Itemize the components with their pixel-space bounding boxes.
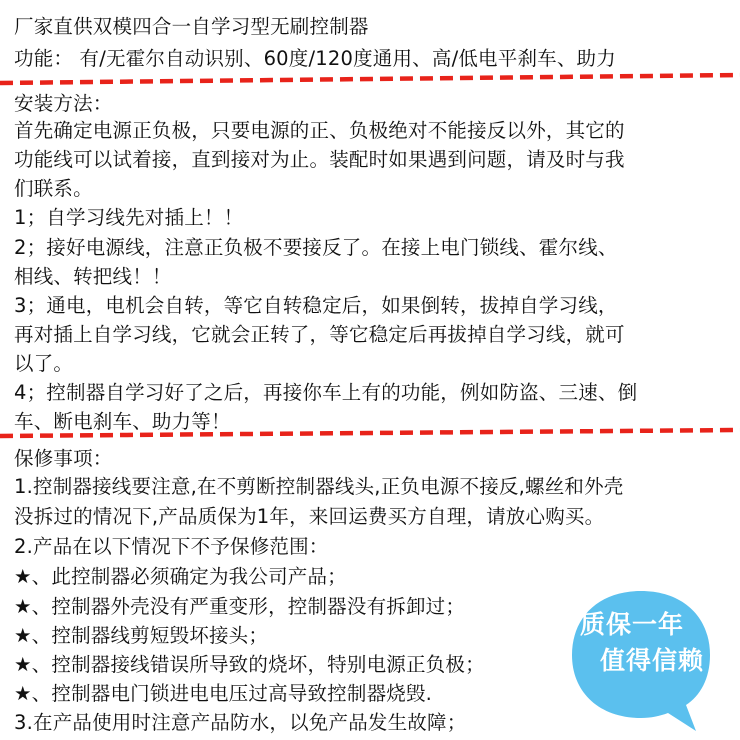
install-step-4: 4；控制器自学习好了之后，再接你车上有的功能，例如防盗、三速、倒 [14,381,638,404]
warranty-item: ★、控制器外壳没有严重变形，控制器没有拆卸过； [14,595,466,618]
features-line: 功能： 有/无霍尔自动识别、60度/120度通用、高/低电平刹车、助力 [14,47,616,70]
warranty-badge [566,585,716,735]
install-heading: 安装方法： [14,92,113,115]
install-line: 功能线可以试着接，直到接对为止。装配时如果遇到问题，请及时与我 [14,148,625,171]
install-step-2: 2；接好电源线，注意正负极不要接反了。在接上电门锁线、霍尔线、 [14,236,618,259]
install-line: 们联系。 [14,177,93,200]
install-line: 首先确定电源正负极，只要电源的正、负极绝对不能接反以外，其它的 [14,119,625,142]
warranty-heading: 保修事项： [14,447,113,470]
warranty-line: 2.产品在以下情况下不予保修范围： [14,535,329,558]
badge-line-1: 质保一年 [580,610,685,639]
badge-line-2: 值得信赖 [600,646,705,675]
warranty-item: ★、此控制器必须确定为我公司产品； [14,565,347,588]
warranty-line: 1.控制器接线要注意,在不剪断控制器线头,正负电源不接反,螺丝和外壳 [14,475,624,498]
warranty-item: ★、控制器线剪短毁坏接头； [14,624,269,647]
install-line: 以了。 [14,352,74,375]
install-step-1: 1；自学习线先对插上！！ [14,206,244,229]
warranty-item: ★、控制器电门锁进电电压过高导致控制器烧毁. [14,682,433,705]
warranty-item: ★、控制器接线错误所导致的烧坏，特别电源正负极； [14,653,485,676]
page-title: 厂家直供双模四合一自学习型无刷控制器 [14,15,369,38]
install-line: 再对插上自学习线，它就会正转了，等它稳定后再拔掉自学习线，就可 [14,323,625,346]
install-line: 车、断电刹车、助力等！ [14,410,231,433]
warranty-line: 3.在产品使用时注意产品防水，以免产品发生故障； [14,711,467,734]
install-step-3: 3；通电，电机会自转，等它自转稳定后，如果倒转，拔掉自学习线， [14,294,618,317]
warranty-line: 没拆过的情况下,产品质保为1年，来回运费买方自理，请放心购买。 [14,505,605,528]
install-line: 相线、转把线！！ [14,265,172,288]
